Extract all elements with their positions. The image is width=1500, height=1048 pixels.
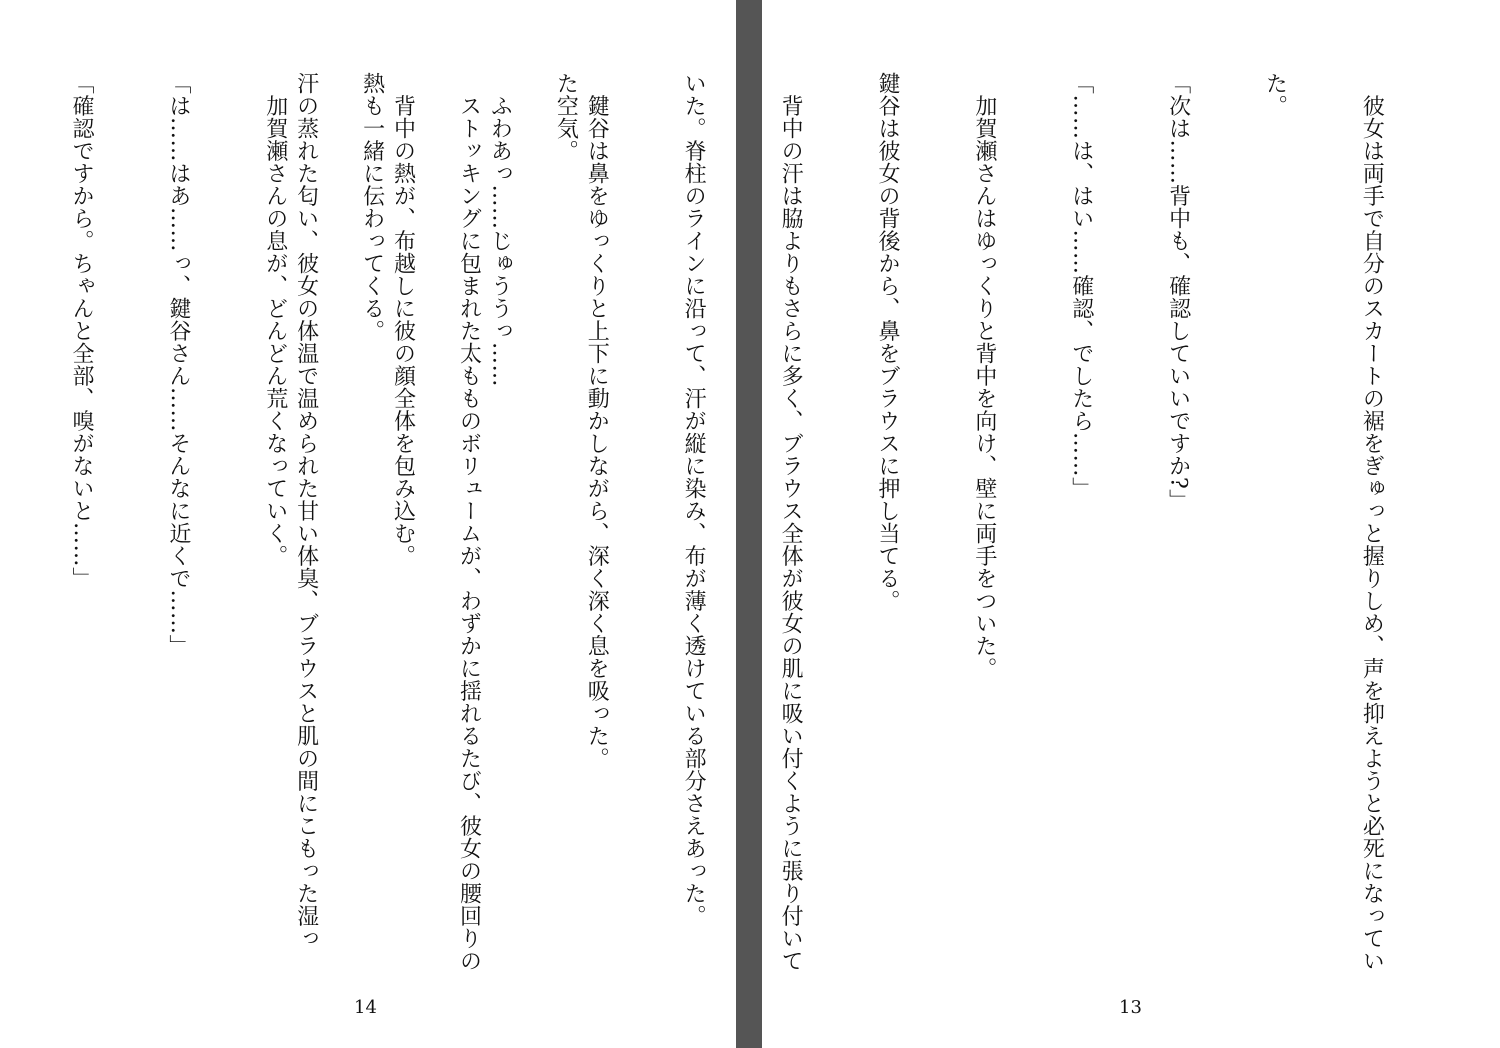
text-line: た。 xyxy=(1262,72,1288,117)
text-line: 背中の汗は脇よりもさらに多く、ブラウス全体が彼女の肌に吸い付くように張り付いて xyxy=(778,72,804,972)
text-line: 鍵谷は鼻をゆっくりと上下に動かしながら、深く深く息を吸った。 xyxy=(584,72,610,770)
text-line: 背中の熱が、布越しに彼の顔全体を包み込む。 xyxy=(390,72,416,567)
text-line: 汗の蒸れた匂い、彼女の体温で温められた甘い体臭、ブラウスと肌の間にこもった湿っ xyxy=(293,72,319,950)
text-line: 加賀瀬さんはゆっくりと背中を向け、壁に両手をついた。 xyxy=(971,72,997,680)
text-line: た空気。 xyxy=(553,72,579,162)
text-line: 「次は……背中も、確認していいですか?」 xyxy=(1165,72,1191,512)
text-line: 加賀瀬さんの息が、どんどん荒くなっていく。 xyxy=(262,72,288,567)
text-line: 鍵谷は彼女の背後から、鼻をブラウスに押し当てる。 xyxy=(874,72,900,612)
text-line: ストッキングに包まれた太もものボリュームが、わずかに揺れるたび、彼女の腰回りの xyxy=(456,72,482,972)
text-line: ふわあっ……じゅううっ…… xyxy=(487,72,513,387)
text-line: 「は……はあ……っ、鍵谷さん……そんなに近くで……」 xyxy=(165,72,191,657)
text-line: 「……は、はい……確認、でしたら……」 xyxy=(1068,72,1094,500)
text-line: 「確認ですから。ちゃんと全部、嗅がないと……」 xyxy=(68,72,94,590)
page-number: 14 xyxy=(354,997,377,1018)
text-line: いた。脊柱のラインに沿って、汗が縦に染み、布が薄く透けている部分さえあった。 xyxy=(681,72,707,927)
text-line: 熱も一緒に伝わってくる。 xyxy=(359,72,385,342)
text-line: 彼女は両手で自分のスカートの裾をぎゅっと握りしめ、声を抑えようと必死になってい xyxy=(1359,72,1385,972)
page-number: 13 xyxy=(1119,997,1142,1018)
